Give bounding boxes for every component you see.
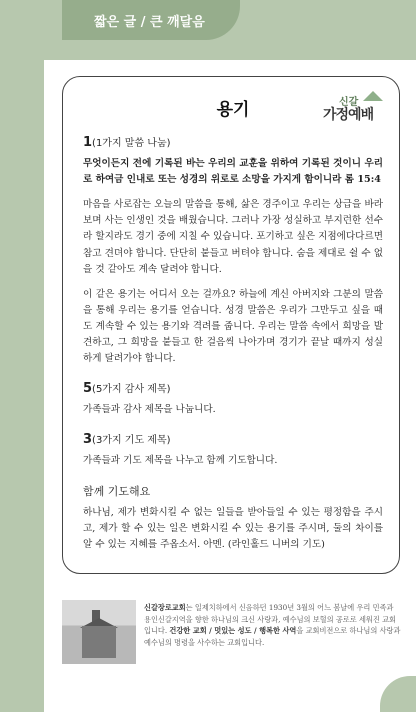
section-3-subtitle: (3가지 기도 제목) — [92, 435, 171, 447]
section-5-subtitle: (5가지 감사 제목) — [92, 384, 171, 396]
prayer-text: 하나님, 제가 변화시킬 수 없는 일들을 받아들일 수 있는 평정함을 주시고, 제가 할 수 있는 일은 변화시킬 수 있는 용기를 주시며, 둘의 차이를 알 수 있는 지혜를 주옵소서. 아멘. (라인홀드 니버의 기도) — [83, 506, 383, 550]
house-roof-icon — [363, 91, 383, 101]
prayer-heading: 함께 기도해요 — [83, 484, 151, 498]
thanks-text: 가족들과 감사 제목을 나눕니다. — [83, 404, 216, 416]
sage-bg-left — [0, 0, 44, 712]
paragraph-2: 이 같은 용기는 어디서 오는 걸까요? 하늘에 계신 아버지와 그분의 말씀을 통해 우리는 용기를 얻습니다. 성경 말씀은 우리가 그만두고 싶을 때도 계속할 수 있는 용기와 격려를 줍니다. 우리는 말씀 속에서 희망을 발견하고, 그 희망을 붙들고 한 걸음씩 나아가며 경기가 끝날 때까지 성실하게 달려가야 합니다. — [83, 288, 383, 365]
header-tab — [62, 0, 240, 40]
church-mission: 을 교회비전으로 하나님의 사랑과 예수님의 명령을 사수하는 교회입니다. — [144, 626, 401, 647]
prayer-topics-text: 가족들과 기도 제목을 나누고 함께 기도합니다. — [83, 455, 278, 467]
section-5-heading — [83, 380, 383, 396]
logo — [323, 89, 385, 123]
section-1-number: 1 — [83, 135, 93, 150]
section-1-heading — [83, 134, 383, 150]
paragraph-1: 마음을 사로잡는 오늘의 말씀을 통해, 삶은 경주이고 우리는 상급을 바라보며 사는 인생인 것을 배웠습니다. 그러나 가장 성실하고 부지런한 선수라 할지라도 경기 중에 지칠 수 있습니다. 포기하고 싶은 지점에다다르면 참고 견뎌야 합니다. 단단히 붙들고 버텨야 합니다. 숨을 제대로 쉴 수 없을 것 같아도 계속 달려야 합니다. — [83, 199, 383, 275]
logo-line1: 신갈 — [339, 97, 359, 108]
section-1-subtitle: (1가지 말씀 나눔) — [92, 138, 171, 149]
devotion-card — [62, 76, 400, 574]
bible-verse: 무엇이든지 전에 기록된 바는 우리의 교훈을 위하여 기록된 것이니 우리로 하여금 인내로 또는 성경의 위로로 소망을 가지게 함이니라 롬 15:4 — [83, 158, 383, 186]
church-photo — [62, 600, 136, 664]
sage-bg-bottom — [380, 676, 416, 712]
section-3-number: 3 — [83, 432, 93, 448]
church-footer — [62, 600, 402, 664]
logo-line2: 가정예배 — [323, 107, 374, 123]
church-name: 신갈장로교회 — [144, 603, 186, 612]
section-5-number: 5 — [83, 381, 93, 397]
page-title: 용기 — [216, 100, 250, 120]
church-description — [144, 602, 402, 648]
section-3-heading — [83, 431, 383, 447]
header-label: 짧은 글 / 큰 깨달음 — [94, 14, 205, 30]
church-vision: 건강한 교회 / 멋있는 성도 / 행복한 사역 — [169, 626, 297, 636]
church-history: 는 일제치하에서 신음하던 1930년 3월의 어느 봄날에 우리 민족과 용인신갈지역을 향한 하나님의 크신 사랑과, 예수님의 보혈의 공로로 세워진 교회입니다. — [144, 603, 396, 636]
